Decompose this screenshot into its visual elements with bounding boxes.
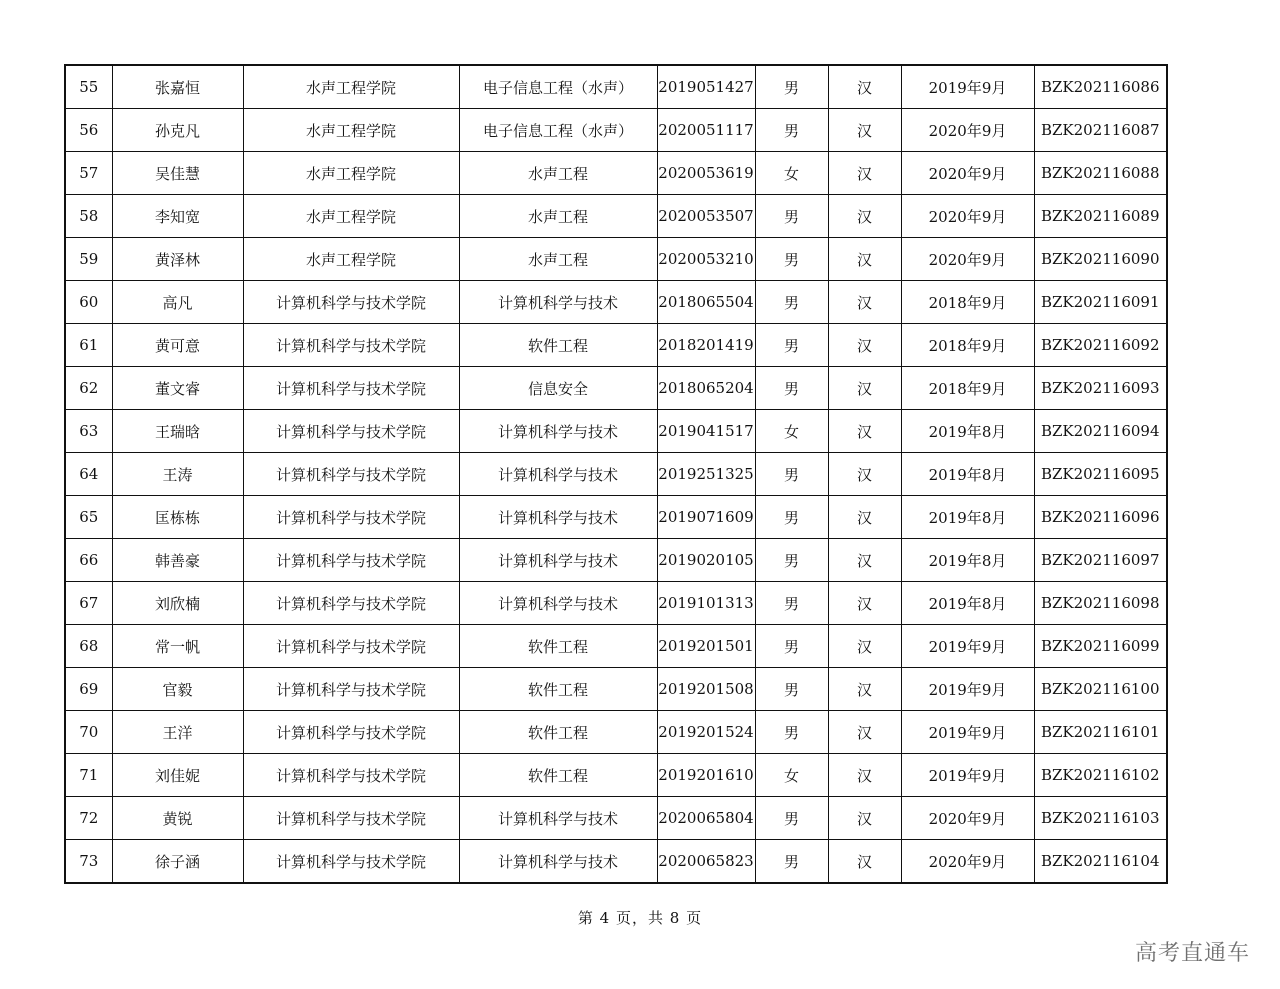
row-number-cell: 61 [65, 324, 112, 367]
gender-cell: 女 [755, 754, 828, 797]
row-number-cell: 69 [65, 668, 112, 711]
college-cell: 计算机科学与技术学院 [243, 668, 459, 711]
table-row [65, 625, 1167, 668]
row-number-cell: 56 [65, 109, 112, 152]
enrollment-date-cell: 2019年9月 [901, 668, 1034, 711]
major-cell: 软件工程 [459, 754, 657, 797]
certificate-number-cell: BZK202116095 [1034, 453, 1167, 496]
row-number-cell: 62 [65, 367, 112, 410]
ethnicity-cell: 汉 [828, 195, 901, 238]
page-indicator: 第 4 页，共 8 页 [577, 909, 703, 927]
ethnicity-cell: 汉 [828, 797, 901, 840]
gender-cell: 女 [755, 152, 828, 195]
ethnicity-cell: 汉 [828, 754, 901, 797]
table-row [65, 195, 1167, 238]
enrollment-date-cell: 2020年9月 [901, 109, 1034, 152]
student-id-cell: 2020065804 [657, 797, 755, 840]
enrollment-date-cell: 2019年8月 [901, 453, 1034, 496]
certificate-number-cell: BZK202116086 [1034, 65, 1167, 109]
table-row [65, 109, 1167, 152]
enrollment-date-cell: 2019年9月 [901, 711, 1034, 754]
ethnicity-cell: 汉 [828, 453, 901, 496]
name-cell: 刘佳妮 [112, 754, 243, 797]
college-cell: 水声工程学院 [243, 238, 459, 281]
certificate-number-cell: BZK202116096 [1034, 496, 1167, 539]
name-cell: 李知宽 [112, 195, 243, 238]
gender-cell: 男 [755, 238, 828, 281]
major-cell: 软件工程 [459, 324, 657, 367]
name-cell: 匡栋栋 [112, 496, 243, 539]
row-number-cell: 68 [65, 625, 112, 668]
college-cell: 计算机科学与技术学院 [243, 711, 459, 754]
certificate-number-cell: BZK202116099 [1034, 625, 1167, 668]
major-cell: 软件工程 [459, 668, 657, 711]
major-cell: 信息安全 [459, 367, 657, 410]
table-row [65, 582, 1167, 625]
student-id-cell: 2019101313 [657, 582, 755, 625]
certificate-number-cell: BZK202116092 [1034, 324, 1167, 367]
gender-cell: 男 [755, 539, 828, 582]
ethnicity-cell: 汉 [828, 367, 901, 410]
major-cell: 软件工程 [459, 711, 657, 754]
college-cell: 计算机科学与技术学院 [243, 453, 459, 496]
ethnicity-cell: 汉 [828, 152, 901, 195]
certificate-number-cell: BZK202116091 [1034, 281, 1167, 324]
row-number-cell: 57 [65, 152, 112, 195]
name-cell: 官毅 [112, 668, 243, 711]
name-cell: 刘欣楠 [112, 582, 243, 625]
major-cell: 计算机科学与技术 [459, 797, 657, 840]
table-row [65, 152, 1167, 195]
student-id-cell: 2020053210 [657, 238, 755, 281]
table-row [65, 410, 1167, 453]
table-row [65, 281, 1167, 324]
student-id-cell: 2019051427 [657, 65, 755, 109]
table-row [65, 668, 1167, 711]
name-cell: 张嘉恒 [112, 65, 243, 109]
ethnicity-cell: 汉 [828, 840, 901, 884]
row-number-cell: 59 [65, 238, 112, 281]
ethnicity-cell: 汉 [828, 539, 901, 582]
enrollment-date-cell: 2020年9月 [901, 797, 1034, 840]
gender-cell: 男 [755, 668, 828, 711]
college-cell: 计算机科学与技术学院 [243, 410, 459, 453]
enrollment-date-cell: 2019年8月 [901, 410, 1034, 453]
college-cell: 计算机科学与技术学院 [243, 582, 459, 625]
enrollment-date-cell: 2019年9月 [901, 754, 1034, 797]
enrollment-date-cell: 2020年9月 [901, 195, 1034, 238]
college-cell: 水声工程学院 [243, 109, 459, 152]
ethnicity-cell: 汉 [828, 410, 901, 453]
certificate-number-cell: BZK202116102 [1034, 754, 1167, 797]
college-cell: 水声工程学院 [243, 195, 459, 238]
certificate-number-cell: BZK202116087 [1034, 109, 1167, 152]
name-cell: 常一帆 [112, 625, 243, 668]
table-row [65, 238, 1167, 281]
ethnicity-cell: 汉 [828, 324, 901, 367]
enrollment-date-cell: 2019年9月 [901, 625, 1034, 668]
enrollment-date-cell: 2019年9月 [901, 65, 1034, 109]
name-cell: 黄锐 [112, 797, 243, 840]
table-row [65, 797, 1167, 840]
student-id-cell: 2019071609 [657, 496, 755, 539]
gender-cell: 女 [755, 410, 828, 453]
college-cell: 计算机科学与技术学院 [243, 840, 459, 884]
college-cell: 计算机科学与技术学院 [243, 496, 459, 539]
student-roster-table [64, 64, 1168, 884]
gender-cell: 男 [755, 840, 828, 884]
gender-cell: 男 [755, 367, 828, 410]
name-cell: 高凡 [112, 281, 243, 324]
name-cell: 黄泽林 [112, 238, 243, 281]
certificate-number-cell: BZK202116101 [1034, 711, 1167, 754]
student-id-cell: 2019251325 [657, 453, 755, 496]
major-cell: 计算机科学与技术 [459, 410, 657, 453]
certificate-number-cell: BZK202116100 [1034, 668, 1167, 711]
certificate-number-cell: BZK202116104 [1034, 840, 1167, 884]
name-cell: 王洋 [112, 711, 243, 754]
college-cell: 计算机科学与技术学院 [243, 797, 459, 840]
row-number-cell: 72 [65, 797, 112, 840]
row-number-cell: 71 [65, 754, 112, 797]
name-cell: 王涛 [112, 453, 243, 496]
table-row [65, 453, 1167, 496]
gender-cell: 男 [755, 324, 828, 367]
gender-cell: 男 [755, 195, 828, 238]
name-cell: 黄可意 [112, 324, 243, 367]
gender-cell: 男 [755, 496, 828, 539]
ethnicity-cell: 汉 [828, 238, 901, 281]
certificate-number-cell: BZK202116089 [1034, 195, 1167, 238]
ethnicity-cell: 汉 [828, 281, 901, 324]
gender-cell: 男 [755, 625, 828, 668]
ethnicity-cell: 汉 [828, 109, 901, 152]
table-row [65, 711, 1167, 754]
major-cell: 软件工程 [459, 625, 657, 668]
student-id-cell: 2020051117 [657, 109, 755, 152]
enrollment-date-cell: 2019年8月 [901, 582, 1034, 625]
gender-cell: 男 [755, 711, 828, 754]
enrollment-date-cell: 2020年9月 [901, 238, 1034, 281]
college-cell: 计算机科学与技术学院 [243, 754, 459, 797]
name-cell: 吴佳慧 [112, 152, 243, 195]
enrollment-date-cell: 2019年8月 [901, 496, 1034, 539]
college-cell: 水声工程学院 [243, 65, 459, 109]
row-number-cell: 58 [65, 195, 112, 238]
table-row [65, 324, 1167, 367]
major-cell: 电子信息工程（水声） [459, 109, 657, 152]
student-id-cell: 2019201501 [657, 625, 755, 668]
student-id-cell: 2018065204 [657, 367, 755, 410]
student-id-cell: 2018065504 [657, 281, 755, 324]
ethnicity-cell: 汉 [828, 625, 901, 668]
enrollment-date-cell: 2018年9月 [901, 367, 1034, 410]
name-cell: 董文睿 [112, 367, 243, 410]
student-id-cell: 2020065823 [657, 840, 755, 884]
major-cell: 计算机科学与技术 [459, 453, 657, 496]
row-number-cell: 70 [65, 711, 112, 754]
college-cell: 计算机科学与技术学院 [243, 625, 459, 668]
major-cell: 计算机科学与技术 [459, 496, 657, 539]
ethnicity-cell: 汉 [828, 582, 901, 625]
college-cell: 计算机科学与技术学院 [243, 539, 459, 582]
enrollment-date-cell: 2018年9月 [901, 281, 1034, 324]
major-cell: 水声工程 [459, 238, 657, 281]
major-cell: 水声工程 [459, 152, 657, 195]
ethnicity-cell: 汉 [828, 496, 901, 539]
table-row [65, 367, 1167, 410]
row-number-cell: 63 [65, 410, 112, 453]
college-cell: 计算机科学与技术学院 [243, 281, 459, 324]
major-cell: 水声工程 [459, 195, 657, 238]
student-id-cell: 2019020105 [657, 539, 755, 582]
name-cell: 韩善豪 [112, 539, 243, 582]
student-id-cell: 2019041517 [657, 410, 755, 453]
certificate-number-cell: BZK202116094 [1034, 410, 1167, 453]
table-row [65, 496, 1167, 539]
row-number-cell: 73 [65, 840, 112, 884]
gender-cell: 男 [755, 65, 828, 109]
watermark-logo-text: 高考直通车 [1134, 941, 1250, 966]
major-cell: 计算机科学与技术 [459, 840, 657, 884]
student-id-cell: 2019201610 [657, 754, 755, 797]
name-cell: 王瑞晗 [112, 410, 243, 453]
college-cell: 水声工程学院 [243, 152, 459, 195]
ethnicity-cell: 汉 [828, 668, 901, 711]
row-number-cell: 67 [65, 582, 112, 625]
row-number-cell: 55 [65, 65, 112, 109]
enrollment-date-cell: 2018年9月 [901, 324, 1034, 367]
table-row [65, 65, 1167, 109]
certificate-number-cell: BZK202116093 [1034, 367, 1167, 410]
enrollment-date-cell: 2020年9月 [901, 152, 1034, 195]
student-id-cell: 2018201419 [657, 324, 755, 367]
enrollment-date-cell: 2020年9月 [901, 840, 1034, 884]
row-number-cell: 65 [65, 496, 112, 539]
table-row [65, 539, 1167, 582]
student-id-cell: 2020053619 [657, 152, 755, 195]
student-id-cell: 2020053507 [657, 195, 755, 238]
certificate-number-cell: BZK202116088 [1034, 152, 1167, 195]
major-cell: 电子信息工程（水声） [459, 65, 657, 109]
student-roster-body [65, 65, 1167, 883]
college-cell: 计算机科学与技术学院 [243, 324, 459, 367]
row-number-cell: 60 [65, 281, 112, 324]
table-row [65, 840, 1167, 884]
certificate-number-cell: BZK202116103 [1034, 797, 1167, 840]
major-cell: 计算机科学与技术 [459, 539, 657, 582]
enrollment-date-cell: 2019年8月 [901, 539, 1034, 582]
student-id-cell: 2019201524 [657, 711, 755, 754]
major-cell: 计算机科学与技术 [459, 582, 657, 625]
table-row [65, 754, 1167, 797]
ethnicity-cell: 汉 [828, 65, 901, 109]
gender-cell: 男 [755, 281, 828, 324]
name-cell: 徐子涵 [112, 840, 243, 884]
gender-cell: 男 [755, 582, 828, 625]
ethnicity-cell: 汉 [828, 711, 901, 754]
row-number-cell: 64 [65, 453, 112, 496]
name-cell: 孙克凡 [112, 109, 243, 152]
gender-cell: 男 [755, 797, 828, 840]
gender-cell: 男 [755, 453, 828, 496]
major-cell: 计算机科学与技术 [459, 281, 657, 324]
gender-cell: 男 [755, 109, 828, 152]
certificate-number-cell: BZK202116097 [1034, 539, 1167, 582]
college-cell: 计算机科学与技术学院 [243, 367, 459, 410]
certificate-number-cell: BZK202116098 [1034, 582, 1167, 625]
certificate-number-cell: BZK202116090 [1034, 238, 1167, 281]
row-number-cell: 66 [65, 539, 112, 582]
student-id-cell: 2019201508 [657, 668, 755, 711]
